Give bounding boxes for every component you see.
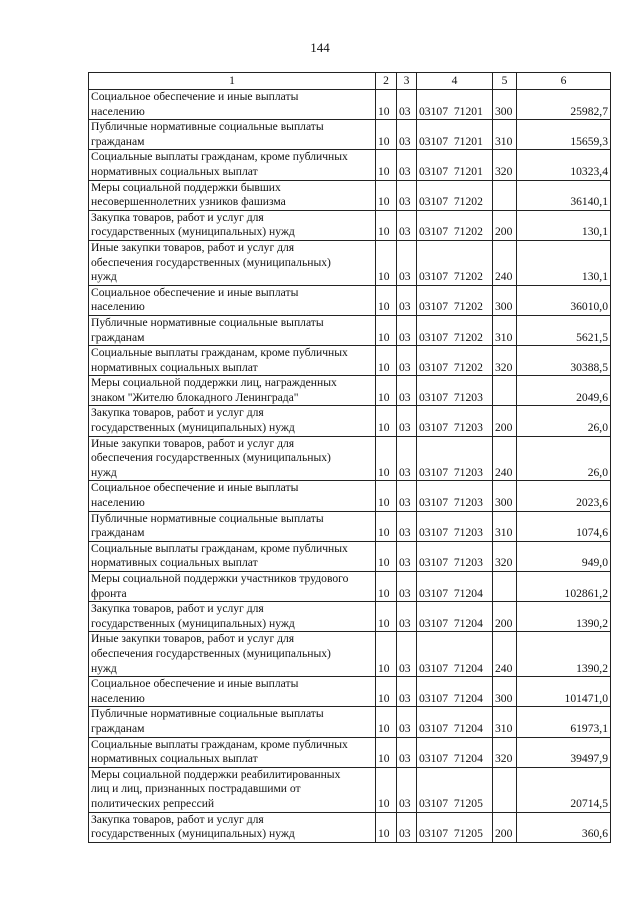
section-code: 10 <box>376 737 397 767</box>
subsection-code: 03 <box>397 812 417 842</box>
subsection-code: 03 <box>397 285 417 315</box>
section-code: 10 <box>376 346 397 376</box>
description-line: лиц и лиц, признанных пострадавшими от <box>91 782 301 796</box>
amount: 1390,2 <box>517 632 611 677</box>
row-description <box>89 632 376 677</box>
table-row <box>89 602 611 632</box>
expense-type-code: 300 <box>493 90 517 120</box>
description-line: Публичные нормативные социальные выплаты <box>91 707 324 721</box>
expense-type-code: 300 <box>493 285 517 315</box>
table-row <box>89 511 611 541</box>
description-line: знаком "Жителю блокадного Ленинграда" <box>91 390 299 404</box>
subsection-code: 03 <box>397 90 417 120</box>
subsection-code: 03 <box>397 632 417 677</box>
table-row <box>89 572 611 602</box>
expense-type-code: 320 <box>493 541 517 571</box>
amount: 1390,2 <box>517 602 611 632</box>
target-article-code: 03107 71204 <box>417 677 493 707</box>
amount: 360,6 <box>517 812 611 842</box>
description-line: политических репрессий <box>91 796 215 810</box>
subsection-code: 03 <box>397 737 417 767</box>
description-line: обеспечения государственных (муниципальных) <box>91 255 331 269</box>
section-code: 10 <box>376 602 397 632</box>
row-description <box>89 150 376 180</box>
target-article-code: 03107 71202 <box>417 346 493 376</box>
expense-type-code: 300 <box>493 677 517 707</box>
table-header-row <box>89 73 611 90</box>
subsection-code: 03 <box>397 481 417 511</box>
target-article-code: 03107 71202 <box>417 180 493 210</box>
row-description <box>89 406 376 436</box>
target-article-code: 03107 71203 <box>417 481 493 511</box>
section-code: 10 <box>376 90 397 120</box>
description-line: Меры социальной поддержки лиц, награжденных <box>91 376 337 390</box>
description-line: государственных (муниципальных) нужд <box>91 225 295 239</box>
row-description <box>89 511 376 541</box>
page-number: 144 <box>310 40 330 55</box>
amount: 2049,6 <box>517 376 611 406</box>
amount: 2023,6 <box>517 481 611 511</box>
expense-type-code: 200 <box>493 812 517 842</box>
expense-type-code: 300 <box>493 481 517 511</box>
row-description <box>89 285 376 315</box>
amount: 5621,5 <box>517 315 611 345</box>
target-article-code: 03107 71201 <box>417 90 493 120</box>
target-article-code: 03107 71204 <box>417 602 493 632</box>
amount: 26,0 <box>517 406 611 436</box>
section-code: 10 <box>376 541 397 571</box>
section-code: 10 <box>376 180 397 210</box>
row-description <box>89 481 376 511</box>
row-description <box>89 541 376 571</box>
target-article-code: 03107 71203 <box>417 436 493 481</box>
row-description <box>89 572 376 602</box>
row-description <box>89 346 376 376</box>
description-line: Публичные нормативные социальные выплаты <box>91 315 324 329</box>
column-header-5: 5 <box>493 73 517 90</box>
amount: 130,1 <box>517 240 611 285</box>
expense-type-code <box>493 180 517 210</box>
table-row <box>89 481 611 511</box>
amount: 30388,5 <box>517 346 611 376</box>
description-line: Социальные выплаты гражданам, кроме публичных <box>91 737 348 751</box>
target-article-code: 03107 71203 <box>417 376 493 406</box>
description-line: нужд <box>91 661 117 675</box>
description-line: несовершеннолетних узников фашизма <box>91 195 286 209</box>
table-row <box>89 150 611 180</box>
table-row <box>89 315 611 345</box>
subsection-code: 03 <box>397 346 417 376</box>
expense-type-code: 310 <box>493 315 517 345</box>
description-line: Социальное обеспечение и иные выплаты <box>91 90 299 103</box>
subsection-code: 03 <box>397 210 417 240</box>
column-header-6: 6 <box>517 73 611 90</box>
description-line: населению <box>91 300 145 314</box>
description-line: нормативных социальных выплат <box>91 164 258 178</box>
subsection-code: 03 <box>397 406 417 436</box>
section-code: 10 <box>376 572 397 602</box>
description-line: фронта <box>91 586 127 600</box>
subsection-code: 03 <box>397 767 417 812</box>
section-code: 10 <box>376 150 397 180</box>
amount: 61973,1 <box>517 707 611 737</box>
column-header-2: 2 <box>376 73 397 90</box>
amount: 1074,6 <box>517 511 611 541</box>
table-row <box>89 346 611 376</box>
target-article-code: 03107 71201 <box>417 120 493 150</box>
table-row <box>89 90 611 120</box>
description-line: нужд <box>91 270 117 284</box>
description-line: Социальные выплаты гражданам, кроме публичных <box>91 541 348 555</box>
description-line: Иные закупки товаров, работ и услуг для <box>91 240 295 254</box>
amount: 26,0 <box>517 436 611 481</box>
row-description <box>89 120 376 150</box>
target-article-code: 03107 71203 <box>417 511 493 541</box>
description-line: Закупка товаров, работ и услуг для <box>91 210 264 224</box>
expense-type-code: 240 <box>493 436 517 481</box>
target-article-code: 03107 71201 <box>417 150 493 180</box>
amount: 10323,4 <box>517 150 611 180</box>
description-line: Иные закупки товаров, работ и услуг для <box>91 436 295 450</box>
row-description <box>89 737 376 767</box>
target-article-code: 03107 71204 <box>417 737 493 767</box>
expense-type-code: 310 <box>493 511 517 541</box>
subsection-code: 03 <box>397 541 417 571</box>
section-code: 10 <box>376 406 397 436</box>
description-line: Закупка товаров, работ и услуг для <box>91 406 264 420</box>
description-line: нормативных социальных выплат <box>91 360 258 374</box>
subsection-code: 03 <box>397 572 417 602</box>
description-line: Меры социальной поддержки участников трудового <box>91 572 349 585</box>
description-line: государственных (муниципальных) нужд <box>91 421 295 435</box>
subsection-code: 03 <box>397 436 417 481</box>
description-line: Иные закупки товаров, работ и услуг для <box>91 632 295 646</box>
expense-type-code: 200 <box>493 406 517 436</box>
subsection-code: 03 <box>397 180 417 210</box>
table-row <box>89 707 611 737</box>
description-line: Закупка товаров, работ и услуг для <box>91 602 264 616</box>
expense-type-code: 310 <box>493 120 517 150</box>
expense-type-code: 320 <box>493 346 517 376</box>
description-line: нужд <box>91 465 117 479</box>
description-line: нормативных социальных выплат <box>91 752 258 766</box>
amount: 39497,9 <box>517 737 611 767</box>
section-code: 10 <box>376 481 397 511</box>
row-description <box>89 677 376 707</box>
section-code: 10 <box>376 812 397 842</box>
row-description <box>89 240 376 285</box>
section-code: 10 <box>376 677 397 707</box>
row-description <box>89 376 376 406</box>
table-row <box>89 812 611 842</box>
expense-type-code: 240 <box>493 240 517 285</box>
target-article-code: 03107 71202 <box>417 315 493 345</box>
subsection-code: 03 <box>397 315 417 345</box>
section-code: 10 <box>376 285 397 315</box>
target-article-code: 03107 71202 <box>417 285 493 315</box>
section-code: 10 <box>376 767 397 812</box>
amount: 101471,0 <box>517 677 611 707</box>
row-description <box>89 707 376 737</box>
table-row <box>89 376 611 406</box>
target-article-code: 03107 71204 <box>417 707 493 737</box>
target-article-code: 03107 71204 <box>417 632 493 677</box>
description-line: Социальные выплаты гражданам, кроме публичных <box>91 346 348 360</box>
description-line: государственных (муниципальных) нужд <box>91 616 295 630</box>
section-code: 10 <box>376 240 397 285</box>
subsection-code: 03 <box>397 240 417 285</box>
subsection-code: 03 <box>397 707 417 737</box>
table-row <box>89 210 611 240</box>
table-body <box>89 90 611 843</box>
table-row <box>89 767 611 812</box>
subsection-code: 03 <box>397 677 417 707</box>
table-row <box>89 406 611 436</box>
amount: 949,0 <box>517 541 611 571</box>
table-row <box>89 677 611 707</box>
amount: 36010,0 <box>517 285 611 315</box>
table-row <box>89 737 611 767</box>
target-article-code: 03107 71205 <box>417 767 493 812</box>
section-code: 10 <box>376 120 397 150</box>
target-article-code: 03107 71205 <box>417 812 493 842</box>
target-article-code: 03107 71203 <box>417 406 493 436</box>
description-line: Социальное обеспечение и иные выплаты <box>91 285 299 299</box>
subsection-code: 03 <box>397 376 417 406</box>
section-code: 10 <box>376 436 397 481</box>
budget-table <box>88 72 611 843</box>
table-row <box>89 120 611 150</box>
expense-type-code: 320 <box>493 737 517 767</box>
target-article-code: 03107 71204 <box>417 572 493 602</box>
table-row <box>89 240 611 285</box>
description-line: гражданам <box>91 134 145 148</box>
section-code: 10 <box>376 632 397 677</box>
expense-type-code <box>493 572 517 602</box>
description-line: обеспечения государственных (муниципальных) <box>91 451 331 465</box>
expense-type-code: 240 <box>493 632 517 677</box>
row-description <box>89 602 376 632</box>
amount: 36140,1 <box>517 180 611 210</box>
subsection-code: 03 <box>397 511 417 541</box>
target-article-code: 03107 71202 <box>417 210 493 240</box>
table-row <box>89 541 611 571</box>
target-article-code: 03107 71203 <box>417 541 493 571</box>
row-description <box>89 180 376 210</box>
row-description <box>89 767 376 812</box>
row-description <box>89 90 376 120</box>
description-line: населению <box>91 104 145 118</box>
amount: 15659,3 <box>517 120 611 150</box>
subsection-code: 03 <box>397 150 417 180</box>
row-description <box>89 315 376 345</box>
section-code: 10 <box>376 376 397 406</box>
description-line: Социальные выплаты гражданам, кроме публичных <box>91 150 348 164</box>
section-code: 10 <box>376 315 397 345</box>
column-header-4: 4 <box>417 73 493 90</box>
description-line: Социальное обеспечение и иные выплаты <box>91 677 299 691</box>
amount: 25982,7 <box>517 90 611 120</box>
description-line: гражданам <box>91 526 145 540</box>
amount: 102861,2 <box>517 572 611 602</box>
section-code: 10 <box>376 210 397 240</box>
expense-type-code: 320 <box>493 150 517 180</box>
table-row <box>89 180 611 210</box>
description-line: обеспечения государственных (муниципальных) <box>91 646 331 660</box>
description-line: Меры социальной поддержки реабилитированных <box>91 767 341 781</box>
subsection-code: 03 <box>397 602 417 632</box>
description-line: Социальное обеспечение и иные выплаты <box>91 481 299 495</box>
description-line: населению <box>91 496 145 510</box>
row-description <box>89 812 376 842</box>
description-line: государственных (муниципальных) нужд <box>91 827 295 841</box>
row-description <box>89 436 376 481</box>
column-header-3: 3 <box>397 73 417 90</box>
description-line: нормативных социальных выплат <box>91 556 258 570</box>
description-line: Публичные нормативные социальные выплаты <box>91 511 324 525</box>
description-line: Публичные нормативные социальные выплаты <box>91 120 324 134</box>
section-code: 10 <box>376 511 397 541</box>
amount: 20714,5 <box>517 767 611 812</box>
column-header-1: 1 <box>89 73 376 90</box>
expense-type-code <box>493 376 517 406</box>
table-row <box>89 285 611 315</box>
expense-type-code <box>493 767 517 812</box>
target-article-code: 03107 71202 <box>417 240 493 285</box>
section-code: 10 <box>376 707 397 737</box>
expense-type-code: 310 <box>493 707 517 737</box>
row-description <box>89 210 376 240</box>
expense-type-code: 200 <box>493 210 517 240</box>
expense-type-code: 200 <box>493 602 517 632</box>
description-line: Меры социальной поддержки бывших <box>91 180 281 194</box>
description-line: населению <box>91 691 145 705</box>
description-line: Закупка товаров, работ и услуг для <box>91 812 264 826</box>
description-line: гражданам <box>91 721 145 735</box>
table-row <box>89 436 611 481</box>
subsection-code: 03 <box>397 120 417 150</box>
table-row <box>89 632 611 677</box>
description-line: гражданам <box>91 330 145 344</box>
amount: 130,1 <box>517 210 611 240</box>
